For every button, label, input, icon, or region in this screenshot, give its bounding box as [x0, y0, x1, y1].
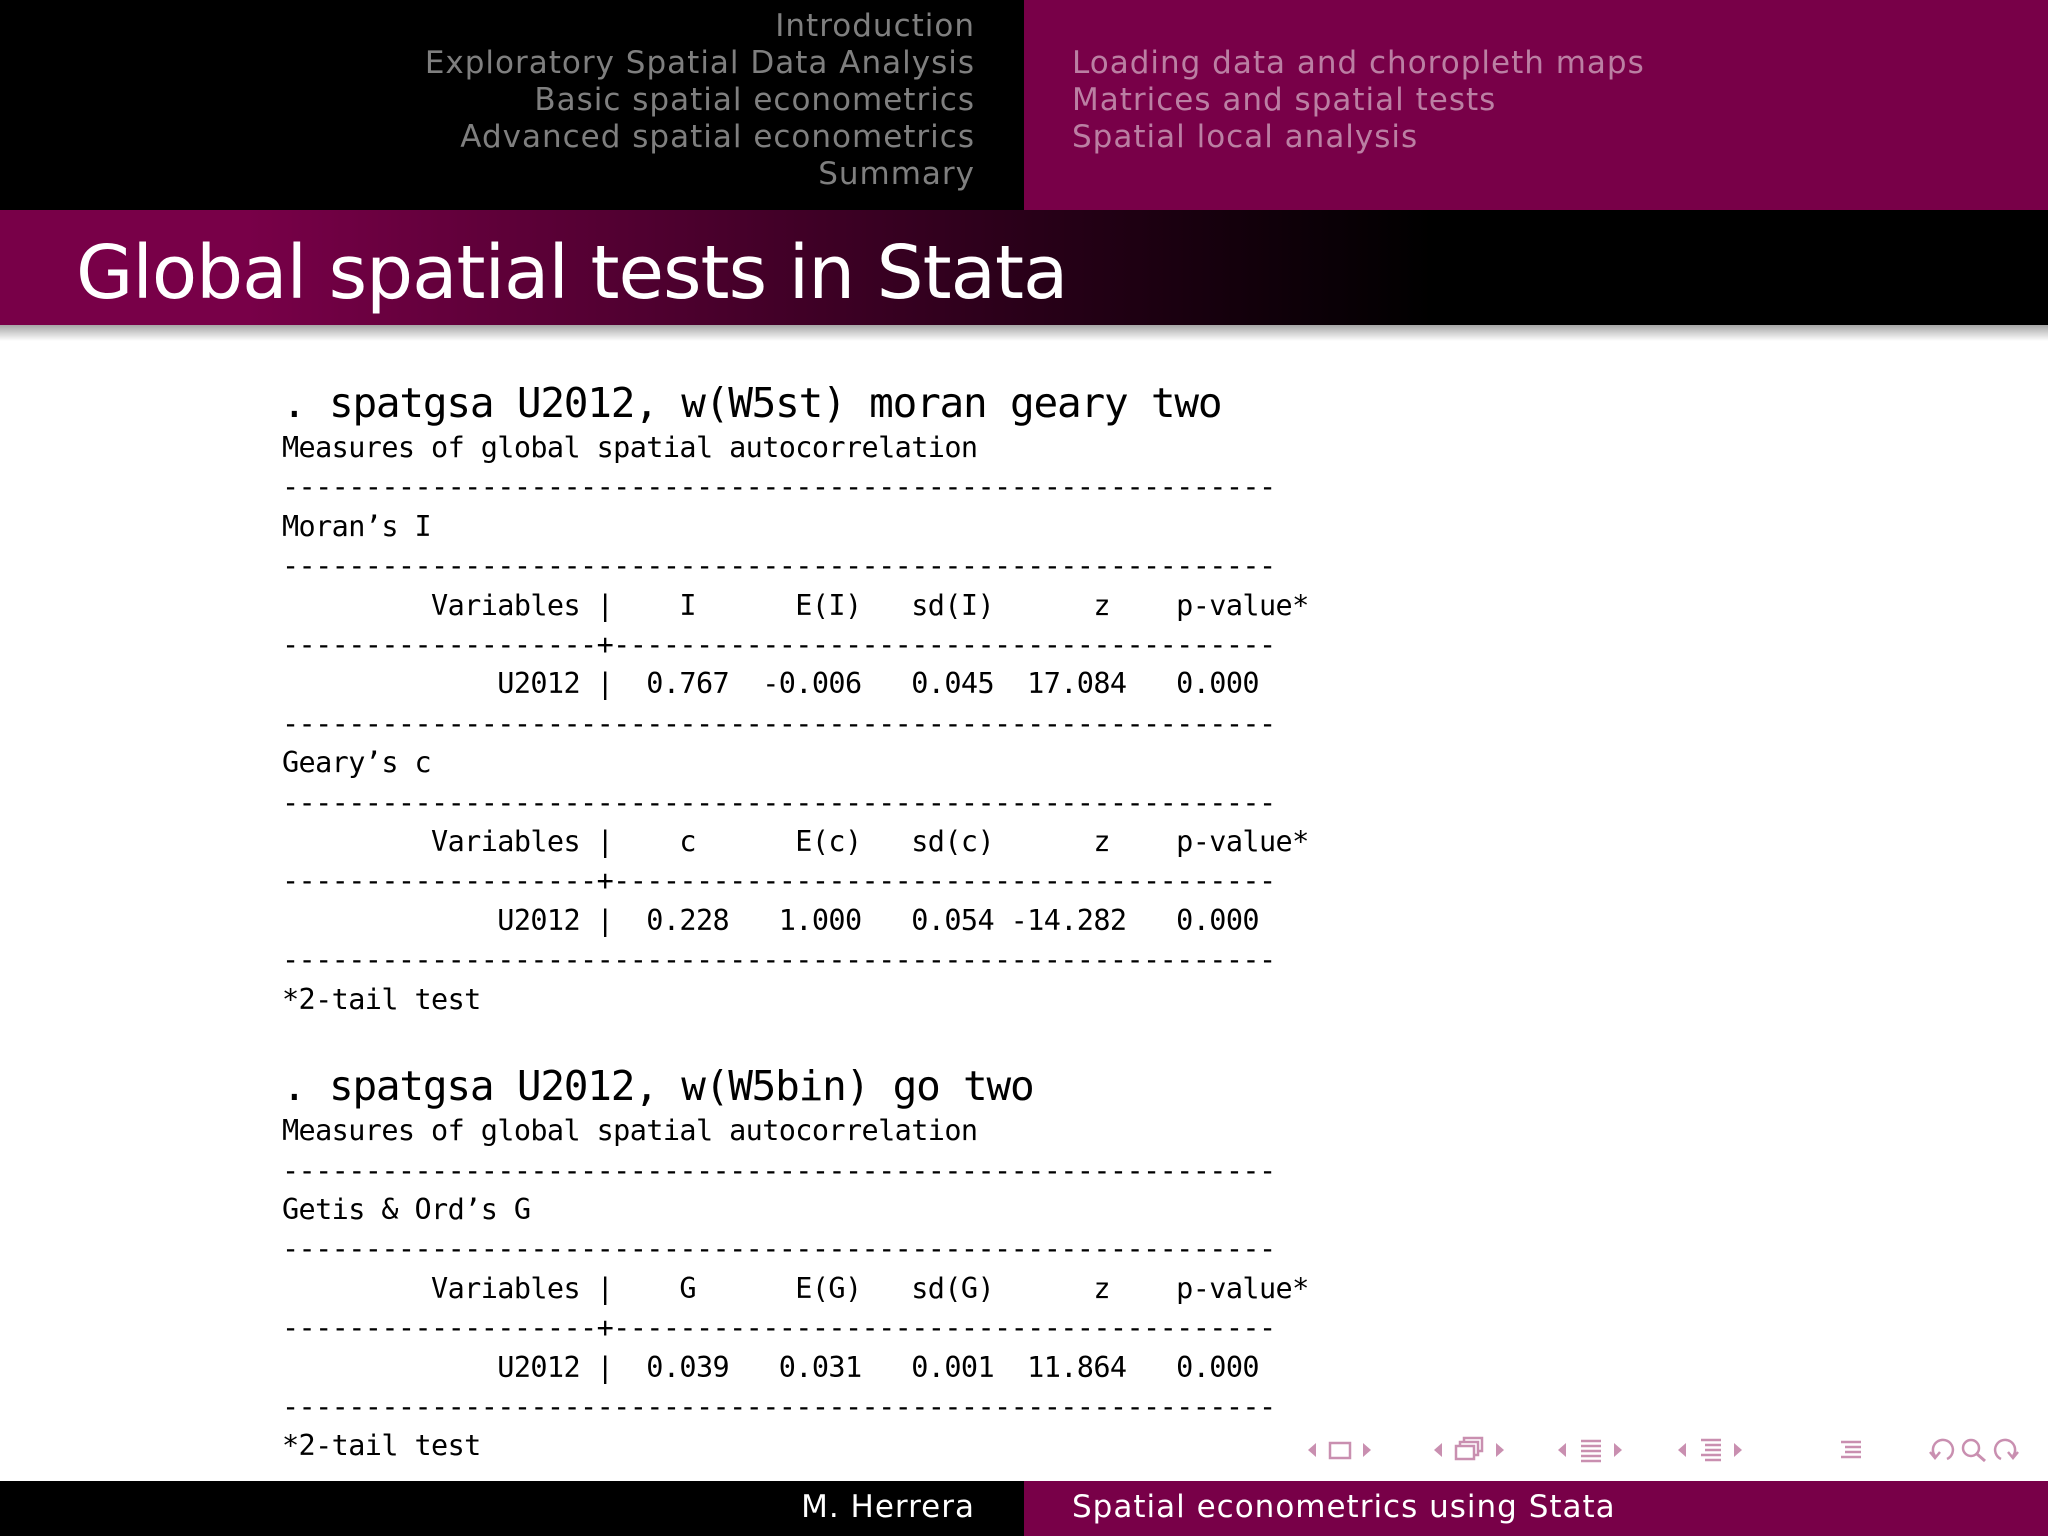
- spacer: [282, 1019, 1442, 1061]
- footer-author-bar: [0, 1481, 1024, 1536]
- frame-title-bar: [0, 210, 2048, 325]
- arrow-left-icon[interactable]: [1675, 1432, 1689, 1468]
- nav-section-introduction[interactable]: Introduction: [775, 8, 975, 44]
- stata-output: [282, 378, 1442, 1466]
- arrow-left-icon[interactable]: [1305, 1432, 1319, 1468]
- arrow-right-icon[interactable]: [1731, 1432, 1745, 1468]
- arrow-left-icon[interactable]: [1431, 1432, 1445, 1468]
- footer-talk-title: Spatial econometrics using Stata: [1072, 1489, 1616, 1525]
- nav-subsection-loading[interactable]: Loading data and choropleth maps: [1072, 45, 1645, 81]
- footer-author: M. Herrera: [801, 1489, 975, 1525]
- subsection-icon[interactable]: [1453, 1432, 1487, 1468]
- forward-icon[interactable]: [1991, 1432, 2021, 1468]
- nav-subsection-local[interactable]: Spatial local analysis: [1072, 119, 1419, 155]
- footer-title-bar: [1024, 1481, 2048, 1536]
- arrow-right-icon[interactable]: [1611, 1432, 1625, 1468]
- nav-section-advanced[interactable]: Advanced spatial econometrics: [460, 119, 975, 155]
- subsection-navigation: [1024, 0, 2048, 210]
- nav-subsection-matrices[interactable]: Matrices and spatial tests: [1072, 82, 1497, 118]
- subsection-list: [1072, 45, 1645, 156]
- nav-section-summary[interactable]: Summary: [818, 156, 975, 192]
- arrow-right-icon[interactable]: [1493, 1432, 1507, 1468]
- frame-icon[interactable]: [1327, 1432, 1353, 1468]
- back-icon[interactable]: [1927, 1432, 1957, 1468]
- arrow-right-icon[interactable]: [1360, 1432, 1374, 1468]
- nav-section-basic[interactable]: Basic spatial econometrics: [534, 82, 975, 118]
- align-icon[interactable]: [1837, 1432, 1865, 1468]
- command-line-1: . spatgsa U2012, w(W5st) moran geary two: [282, 379, 1222, 427]
- section-icon[interactable]: [1577, 1432, 1605, 1468]
- document-icon[interactable]: [1697, 1432, 1725, 1468]
- nav-section-esda[interactable]: Exploratory Spatial Data Analysis: [424, 45, 975, 81]
- output-block-1: Measures of global spatial autocorrelation ------------------------------------------------------------ Moran’s I ------------------------------------------------------------ Variables | I E(I) sd(I) z p-value* -------------------+---------------------------------------- U2012 | 0.767 -0.006 0.045 17.084 0.000 ------------------------------------------------------------ Geary’s c ------------------------------------------------------------ Variables | c E(c) sd(c) z p-value* -------------------+---------------------------------------- U2012 | 0.228 1.000 0.054 -14.282 0.000 ------------------------------------------------------------ *2-tail test: [282, 431, 1309, 1016]
- search-icon[interactable]: [1959, 1432, 1989, 1468]
- output-block-2: Measures of global spatial autocorrelation ------------------------------------------------------------ Getis & Ord’s G ------------------------------------------------------------ Variables | G E(G) sd(G) z p-value* -------------------+---------------------------------------- U2012 | 0.039 0.031 0.001 11.864 0.000 ------------------------------------------------------------ *2-tail test: [282, 1114, 1309, 1463]
- arrow-left-icon[interactable]: [1555, 1432, 1569, 1468]
- command-line-2: . spatgsa U2012, w(W5bin) go two: [282, 1062, 1034, 1111]
- section-list: [425, 8, 975, 193]
- frame-title: Global spatial tests in Stata: [76, 230, 1068, 316]
- beamer-navigation-symbols: [1305, 1432, 2035, 1472]
- section-navigation: [0, 0, 1024, 210]
